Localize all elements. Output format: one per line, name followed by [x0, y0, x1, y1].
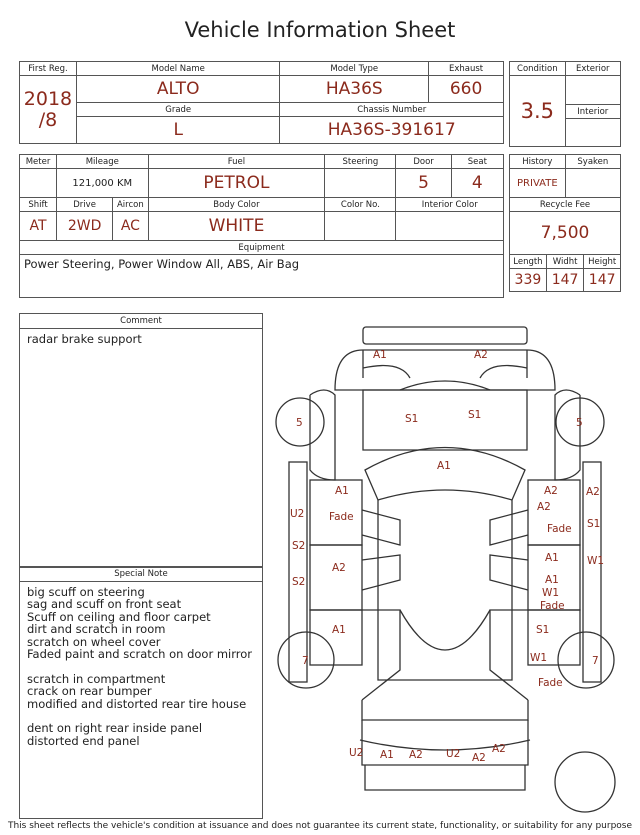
special-note-text: big scuff on steering sag and scuff on front seat Scuff on ceiling and floor carpet dirt and scratch in room scratch on wheel cover Faded paint and scratch on door mirror scratch in compartment crack on rear bumper modified and distorted rear tire house dent on right rear inside panel distorted end panel [27, 585, 252, 748]
mark-left-fade: Fade [329, 511, 354, 523]
mark-rear-u2-a: U2 [349, 747, 364, 759]
mark-rear-a2-b: A2 [472, 752, 486, 764]
model-type-header: Model Type [280, 62, 429, 76]
comment-text: radar brake support [27, 332, 142, 346]
equipment-header: Equipment [20, 241, 504, 255]
fuel-header: Fuel [148, 155, 325, 169]
meter-header: Meter [20, 155, 57, 169]
recycle-fee-value: 7,500 [510, 212, 621, 255]
length-value: 339 [510, 269, 547, 292]
mark-right-w1-c: W1 [530, 652, 548, 664]
special-note-header: Special Note [20, 567, 262, 582]
body-color-header: Body Color [148, 198, 325, 212]
door-header: Door [396, 155, 451, 169]
meter-value [20, 169, 57, 198]
mark-roof: A1 [437, 460, 451, 472]
exhaust-header: Exhaust [429, 62, 504, 76]
recycle-fee-header: Recycle Fee [510, 198, 621, 212]
spec-table [19, 154, 504, 298]
chassis-header: Chassis Number [280, 103, 504, 117]
mark-right-a1-b: A1 [545, 574, 559, 586]
interior-color-value [396, 212, 504, 241]
mark-rear-u2-b: U2 [446, 748, 461, 760]
grade-header: Grade [76, 103, 279, 117]
color-no-header: Color No. [325, 198, 396, 212]
mark-rear-a2-a: A2 [409, 749, 423, 761]
width-value: 147 [546, 269, 584, 292]
history-header: History [510, 155, 566, 169]
mark-tire-fr: 5 [576, 417, 583, 429]
first-reg-value [20, 76, 77, 144]
mark-right-fade-a: Fade [547, 523, 572, 535]
shift-value: AT [20, 212, 57, 241]
steering-value [325, 169, 396, 198]
mark-front-a1: A1 [373, 349, 387, 361]
seat-value: 4 [451, 169, 503, 198]
door-value: 5 [396, 169, 451, 198]
mileage-value: 121,000 KM [57, 169, 149, 198]
aircon-header: Aircon [113, 198, 148, 212]
mark-right-s1-b: S1 [536, 624, 550, 636]
first-reg-header: First Reg. [20, 62, 77, 76]
comment-header: Comment [20, 314, 262, 329]
grade-value: L [76, 117, 279, 144]
first-reg-year: 2018 [23, 87, 73, 110]
width-header: Widht [546, 255, 584, 269]
aircon-value: AC [113, 212, 148, 241]
condition-header: Condition [510, 62, 566, 76]
mark-right-w1-b: W1 [542, 587, 560, 599]
condition-value: 3.5 [510, 76, 566, 147]
height-value: 147 [584, 269, 621, 292]
exhaust-value: 660 [429, 76, 504, 103]
mark-tire-rr: 7 [592, 655, 599, 667]
mark-right-a2-b: A2 [586, 486, 600, 498]
interior-header: Interior [565, 105, 620, 119]
chassis-value: HA36S-391617 [280, 117, 504, 144]
car-damage-diagram [268, 318, 628, 818]
mark-right-a1-a: A1 [545, 552, 559, 564]
mark-left-a1-b: A1 [332, 624, 346, 636]
interior-value [565, 119, 620, 147]
first-reg-month: /8 [38, 108, 58, 131]
mark-left-a1: A1 [335, 485, 349, 497]
drive-value: 2WD [57, 212, 113, 241]
mark-right-fade-c: Fade [538, 677, 563, 689]
body-color-value: WHITE [148, 212, 325, 241]
exterior-header: Exterior [565, 62, 620, 76]
mark-left-s2-b: S2 [292, 576, 306, 588]
mark-right-s1-a: S1 [587, 518, 601, 530]
model-name-value: ALTO [76, 76, 279, 103]
interior-color-header: Interior Color [396, 198, 504, 212]
mark-right-w1-a: W1 [587, 555, 605, 567]
syaken-value [565, 169, 620, 198]
mark-tire-fl: 5 [296, 417, 303, 429]
steering-header: Steering [325, 155, 396, 169]
mark-left-a2: A2 [332, 562, 346, 574]
equipment-value: Power Steering, Power Window All, ABS, Air Bag [20, 255, 504, 298]
length-header: Length [510, 255, 547, 269]
mark-left-s2-a: S2 [292, 540, 306, 552]
color-no-value [325, 212, 396, 241]
main-info-table [19, 61, 504, 144]
special-note-box [19, 566, 263, 819]
mark-right-a2-a: A2 [544, 485, 558, 497]
syaken-header: Syaken [565, 155, 620, 169]
comment-box [19, 313, 263, 568]
height-header: Height [584, 255, 621, 269]
history-value: PRIVATE [510, 169, 566, 198]
seat-header: Seat [451, 155, 503, 169]
mark-rear-a1: A1 [380, 749, 394, 761]
mark-wind-s1-l: S1 [405, 413, 419, 425]
exterior-value [565, 76, 620, 105]
mark-wind-s1-r: S1 [468, 409, 482, 421]
model-type-value: HA36S [280, 76, 429, 103]
mark-tire-rl: 7 [302, 655, 309, 667]
history-table [509, 154, 621, 292]
sheet-title: Vehicle Information Sheet [184, 18, 456, 42]
model-name-header: Model Name [76, 62, 279, 76]
mark-front-a2: A2 [474, 349, 488, 361]
mark-left-u2: U2 [290, 508, 305, 520]
shift-header: Shift [20, 198, 57, 212]
mark-right-fade-b: Fade [540, 600, 565, 612]
fuel-value: PETROL [148, 169, 325, 198]
mileage-header: Mileage [57, 155, 149, 169]
mark-right-a2-c: A2 [537, 501, 551, 513]
disclaimer: This sheet reflects the vehicle's condition at issuance and does not guarantee its current state, functionality, or suitability for any purpose [7, 821, 633, 831]
condition-table [509, 61, 621, 147]
drive-header: Drive [57, 198, 113, 212]
mark-rear-a2-c: A2 [492, 743, 506, 755]
